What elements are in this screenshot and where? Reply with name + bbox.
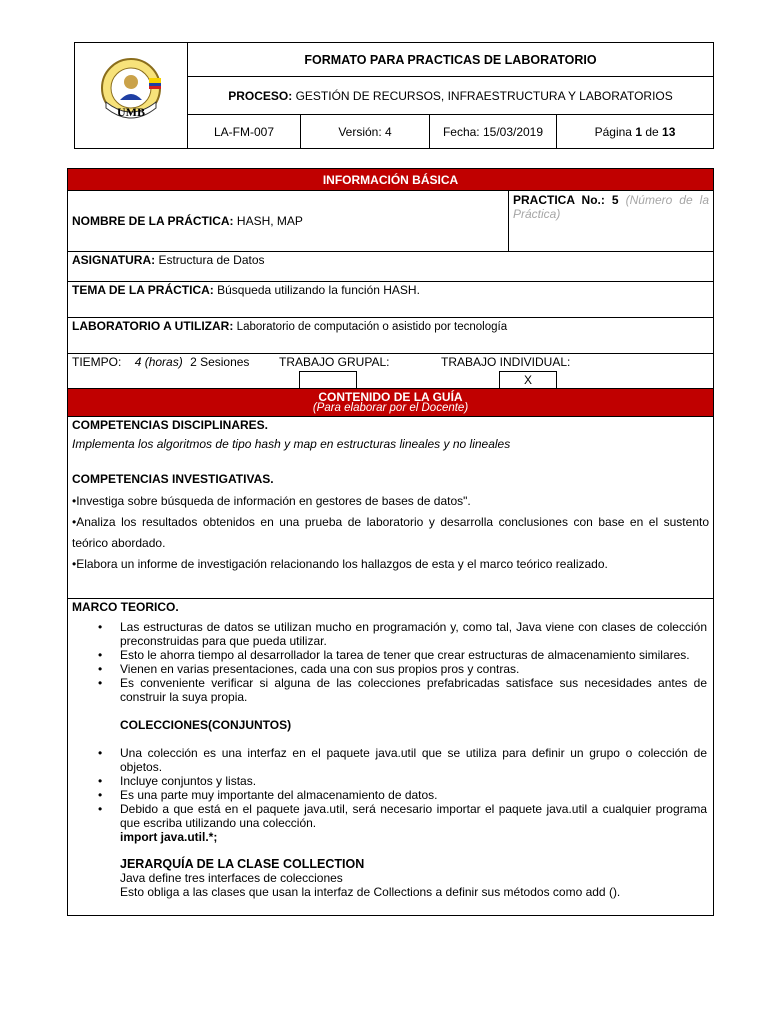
practica-label: PRACTICA No.: — [513, 193, 605, 207]
asignatura-cell — [68, 252, 714, 282]
tema-value: Búsqueda utilizando la función HASH. — [217, 283, 420, 297]
proceso-cell — [188, 77, 714, 115]
asignatura-label: ASIGNATURA: — [72, 253, 156, 267]
form-code: LA-FM-007 — [188, 115, 301, 149]
page-of: de — [645, 124, 659, 139]
practica-cell — [509, 191, 714, 252]
page-total: 13 — [662, 124, 676, 139]
guia-title: CONTENIDO DE LA GUÍA — [318, 390, 463, 404]
logo-cell — [75, 43, 188, 149]
competencias-cell — [68, 417, 714, 599]
page-current: 1 — [635, 124, 642, 139]
form-title: FORMATO PARA PRACTICAS DE LABORATORIO — [188, 43, 714, 77]
comp-disc-title: COMPETENCIAS DISCIPLINARES. — [72, 418, 269, 432]
tiempo-sesiones: 2 Sesiones — [190, 355, 250, 369]
proceso-value: GESTIÓN DE RECURSOS, INFRAESTRUCTURA Y LABORATORIOS — [295, 88, 673, 103]
list-item: • Debido a que está en el paquete java.util, será necesario importar el paquete java.util a cualquier programa que escriba utilizando una colección. — [72, 802, 707, 830]
guia-subtitle: (Para elaborar por el Docente) — [312, 402, 469, 414]
practice-form — [67, 168, 714, 916]
tiempo-horas: 4 (horas) — [134, 355, 183, 369]
svg-text:UMB: UMB — [117, 105, 145, 119]
comp-inv-item: •Investiga sobre búsqueda de información en gestores de bases de datos". — [72, 494, 471, 508]
list-item: • Es conveniente verificar si alguna de las colecciones prefabricadas satisface sus necesidades antes de construir la suya propia. — [72, 676, 707, 704]
marco-list-1 — [72, 620, 707, 704]
comp-inv-list — [72, 491, 709, 575]
page-label: Página — [594, 124, 632, 139]
jerarquia-line-1: Java define tres interfaces de colecciones — [120, 871, 343, 885]
individual-checkbox[interactable]: X — [499, 371, 557, 389]
list-item: • Incluye conjuntos y listas. — [72, 774, 707, 788]
comp-inv-title: COMPETENCIAS INVESTIGATIVAS. — [72, 472, 274, 486]
comp-inv-item: •Analiza los resultados obtenidos en una prueba de laboratorio y desarrolla conclusiones con base en el sustento teórico abordado. — [72, 515, 709, 550]
lab-label: LABORATORIO A UTILIZAR: — [72, 319, 234, 333]
comp-inv-item: •Elabora un informe de investigación relacionando los hallazgos de esta y el marco teórico realizado. — [72, 557, 608, 571]
page-number — [557, 115, 714, 149]
umb-logo-icon — [96, 56, 166, 132]
import-line: import java.util.*; — [120, 830, 218, 844]
comp-disc-text: Implementa los algoritmos de tipo hash y map en estructuras lineales y no lineales — [72, 437, 511, 451]
nombre-label: NOMBRE DE LA PRÁCTICA: — [72, 214, 234, 228]
list-item: • Una colección es una interfaz en el paquete java.util que se utiliza para definir un grupo o colección de objetos. — [72, 746, 707, 774]
guia-heading — [68, 389, 714, 417]
lab-cell — [68, 318, 714, 354]
tema-cell — [68, 282, 714, 318]
tiempo-cell — [68, 354, 714, 389]
grupal-checkbox[interactable] — [299, 371, 357, 389]
nombre-cell — [68, 191, 509, 252]
list-item: • Esto le ahorra tiempo al desarrollador la tarea de tener que crear estructuras de almacenamiento similares. — [72, 648, 707, 662]
grupal-label: TRABAJO GRUPAL: — [279, 355, 390, 369]
list-item: • Vienen en varias presentaciones, cada una con sus propios pros y contras. — [72, 662, 707, 676]
proceso-label: PROCESO: — [228, 88, 293, 103]
nombre-value: HASH, MAP — [236, 214, 303, 228]
practica-num: 5 — [611, 193, 619, 207]
marco-title: MARCO TEORICO. — [72, 600, 179, 614]
list-item: • Es una parte muy importante del almacenamiento de datos. — [72, 788, 707, 802]
document-header — [74, 42, 714, 149]
marco-list-2 — [72, 746, 707, 830]
practica-hint: (Número de la Práctica) — [513, 193, 709, 221]
tiempo-label: TIEMPO: — [72, 355, 122, 369]
asignatura-value: Estructura de Datos — [158, 253, 265, 267]
jerarquia-line-2: Esto obliga a las clases que usan la interfaz de Collections a definir sus métodos como add (). — [120, 885, 621, 899]
colecciones-title: COLECCIONES(CONJUNTOS) — [120, 718, 292, 732]
lab-value: Laboratorio de computación o asistido por tecnología — [236, 321, 508, 333]
form-version: Versión: 4 — [301, 115, 430, 149]
marco-cell — [68, 599, 714, 916]
tema-label: TEMA DE LA PRÁCTICA: — [72, 283, 214, 297]
list-item: • Las estructuras de datos se utilizan mucho en programación y, como tal, Java viene con clases de colección preconstruidas para que pueda utilizar. — [72, 620, 707, 648]
form-date: Fecha: 15/03/2019 — [430, 115, 557, 149]
jerarquia-title: JERARQUÍA DE LA CLASE COLLECTION — [120, 857, 365, 871]
individual-label: TRABAJO INDIVIDUAL: — [441, 355, 571, 369]
info-heading: INFORMACIÓN BÁSICA — [68, 169, 714, 191]
